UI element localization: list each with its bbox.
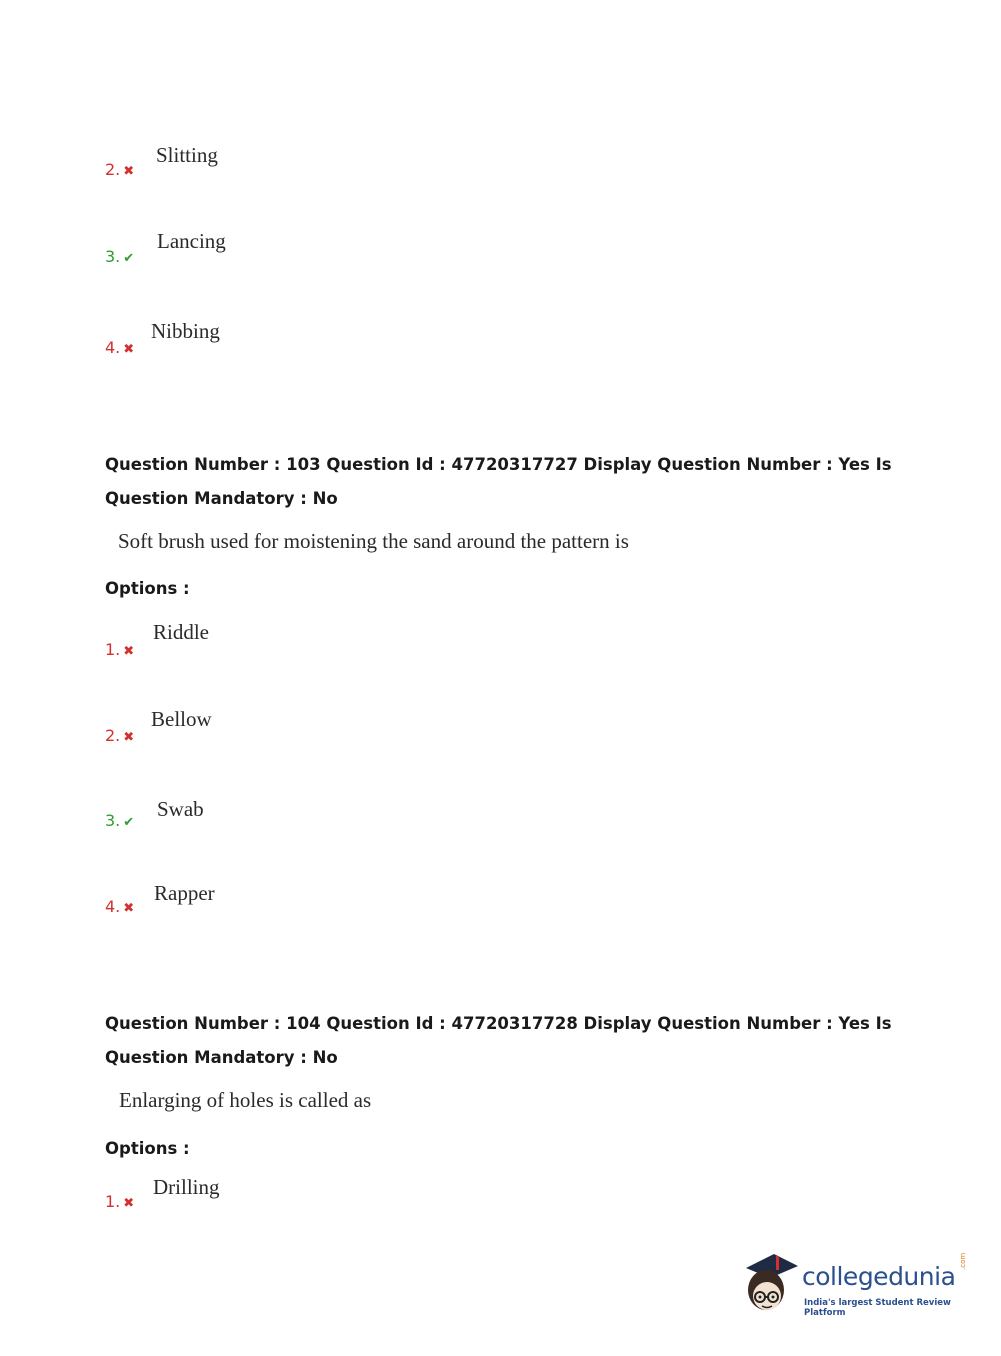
option-1 — [105, 1192, 134, 1211]
question-text: Enlarging of holes is called as — [119, 1088, 372, 1112]
logo-suffix: .com — [959, 1252, 967, 1270]
option-4 — [105, 897, 134, 916]
collegedunia-logo — [740, 1248, 970, 1320]
option-2 — [105, 726, 134, 745]
option-text: Nibbing — [151, 319, 220, 343]
options-label: Options : — [105, 579, 190, 598]
prev-option-2 — [105, 160, 134, 179]
prev-option-3 — [105, 247, 134, 266]
check-mark-icon: ✔ — [123, 815, 135, 830]
option-text: Rapper — [154, 881, 215, 905]
cross-mark-icon: ✖ — [123, 730, 135, 745]
option-text: Bellow — [151, 707, 212, 731]
mascot-icon — [740, 1248, 802, 1320]
option-number: 3. — [105, 247, 121, 266]
option-number: 4. — [105, 338, 121, 357]
cross-mark-icon: ✖ — [123, 901, 135, 916]
option-text: Lancing — [157, 229, 226, 253]
option-1 — [105, 640, 134, 659]
option-text: Riddle — [153, 620, 209, 644]
option-3 — [105, 811, 134, 830]
options-label: Options : — [105, 1139, 190, 1158]
option-number: 1. — [105, 1192, 121, 1211]
option-text: Slitting — [156, 143, 218, 167]
option-number: 2. — [105, 726, 121, 745]
logo-wordmark: collegedunia — [802, 1262, 956, 1291]
option-number: 3. — [105, 811, 121, 830]
check-mark-icon: ✔ — [123, 251, 135, 266]
option-number: 1. — [105, 640, 121, 659]
option-text: Swab — [157, 797, 204, 821]
question-header: Question Number : 103 Question Id : 47720317727 Display Question Number : Yes Is Question Mandatory : No — [105, 455, 892, 508]
option-text: Drilling — [153, 1175, 220, 1199]
question-header: Question Number : 104 Question Id : 47720317728 Display Question Number : Yes Is Question Mandatory : No — [105, 1014, 892, 1067]
cross-mark-icon: ✖ — [123, 342, 135, 357]
question-text: Soft brush used for moistening the sand around the pattern is — [118, 529, 629, 553]
prev-option-4 — [105, 338, 134, 357]
option-number: 2. — [105, 160, 121, 179]
cross-mark-icon: ✖ — [123, 644, 135, 659]
option-number: 4. — [105, 897, 121, 916]
cross-mark-icon: ✖ — [123, 1196, 135, 1211]
cross-mark-icon: ✖ — [123, 164, 135, 179]
logo-tagline: India's largest Student Review Platform — [804, 1298, 951, 1318]
